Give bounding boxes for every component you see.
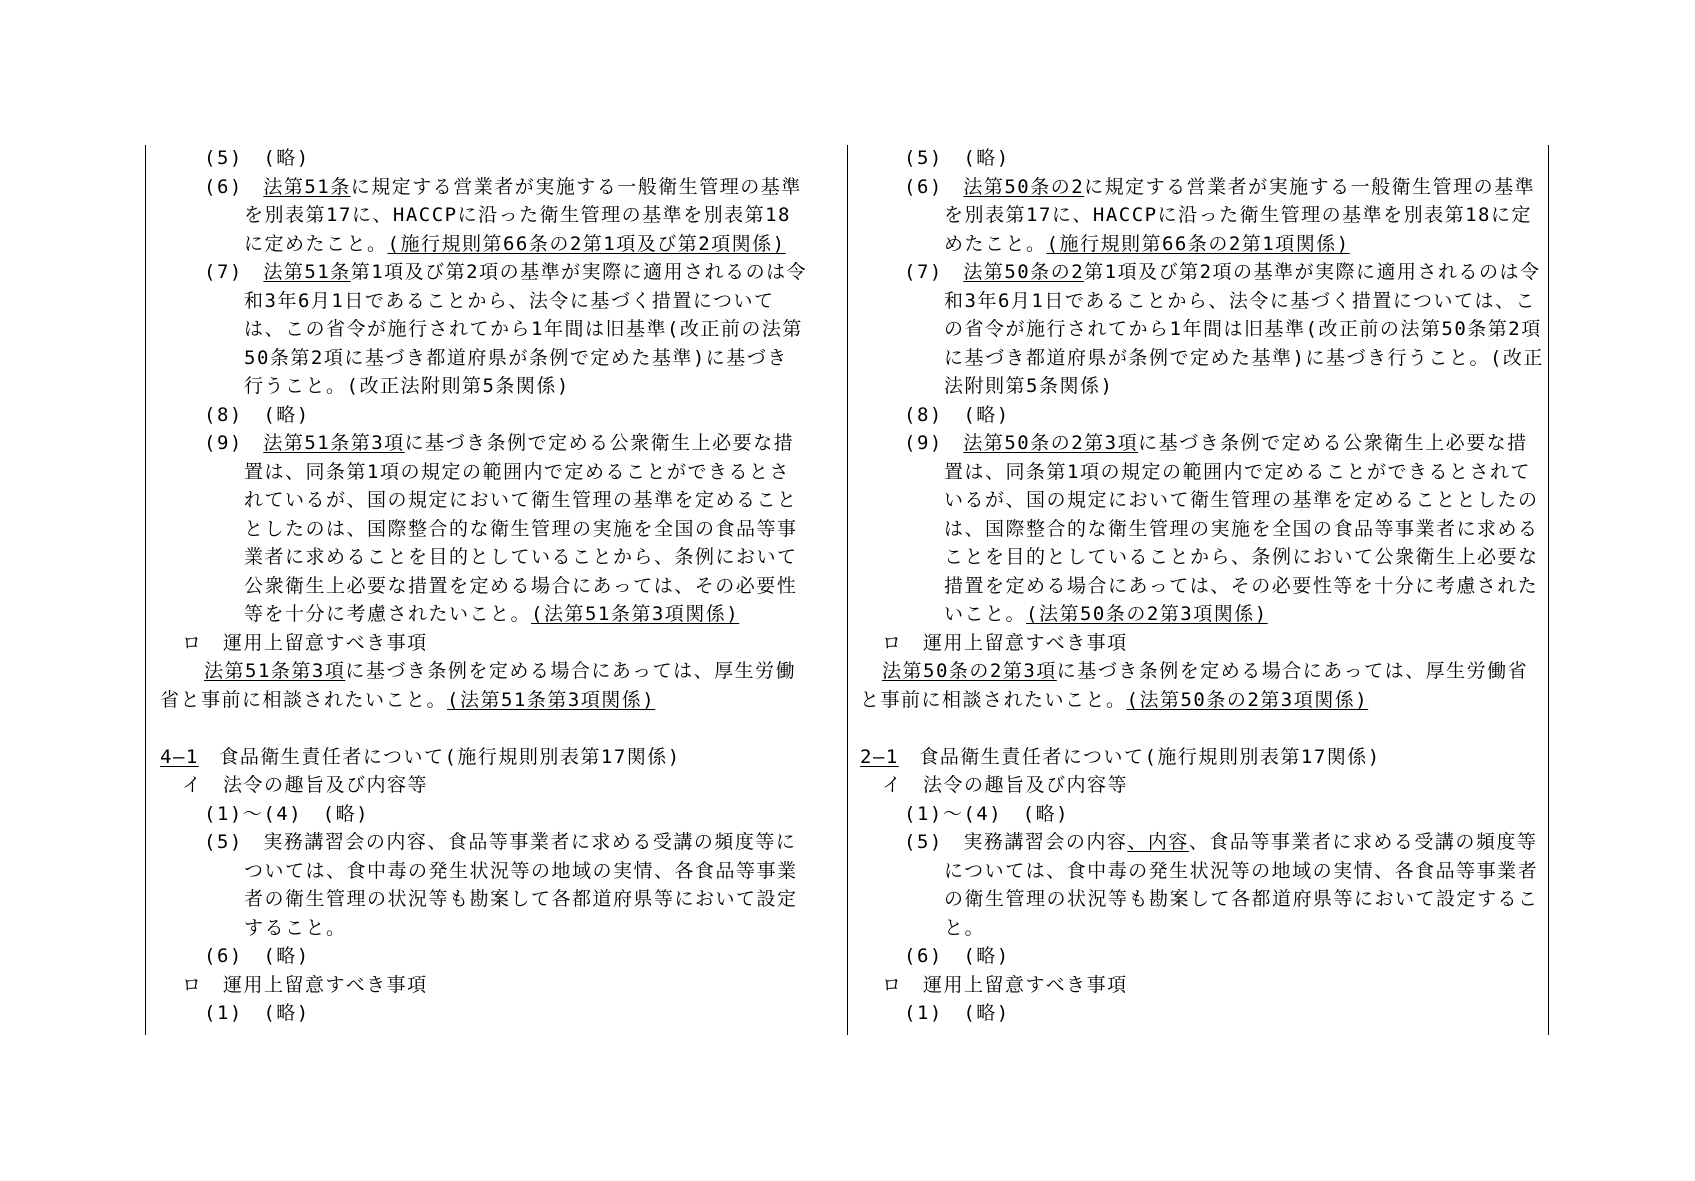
heading-i: イ 法令の趣旨及び内容等	[882, 774, 1129, 796]
item-9: (9) 法第50条の2第3項に基づき条例で定める公衆衛生上必要な措置は、同条第1項の規定の範囲内で定めることができるとされているが、国の規定において衛生管理の基準を定めることとしたのは、国際整合的な衛生管理の実施を全国の食品等事業者に求めることを目的としていることから、条例において公衆衛生上必要な措置を定める場合にあっては、その必要性等を十分に考慮されたいこと。(法第50条の2第3項関係)	[904, 432, 1539, 625]
item-6: (6) 法第50条の2に規定する営業者が実施する一般衛生管理の基準を別表第17に、HACCPに沿った衛生管理の基準を別表第18に定めたこと。(施行規則第66条の2第1項関係)	[904, 175, 1536, 255]
divider-left	[145, 145, 146, 1035]
divider-right	[1548, 145, 1549, 1035]
item-6: (6) 法第51条に規定する営業者が実施する一般衛生管理の基準を別表第17に、HACCPに沿った衛生管理の基準を別表第18に定めたこと。(施行規則第66条の2第1項及び第2項関係)	[204, 175, 802, 255]
heading-ro: ロ 運用上留意すべき事項	[182, 631, 428, 654]
item-8: (8) (略)	[204, 403, 310, 426]
item-5b: (5) 実務講習会の内容、内容、食品等事業者に求める受講の頻度等については、食中毒の発生状況等の地域の実情、各食品等事業者の衛生管理の状況等も勘案して各都道府県等において設定すること。	[904, 831, 1539, 939]
item-7: (7) 法第51条第1項及び第2項の基準が実際に適用されるのは令和3年6月1日であることから、法令に基づく措置については、この省令が施行されてから1年間は旧基準(改正前の法第50条第2項に基づき都道府県が条例で定めた基準)に基づき行うこと。(改正法附則第5条関係)	[204, 261, 808, 397]
item-5: (5) (略)	[204, 147, 310, 169]
item-1b: (1) (略)	[204, 1002, 310, 1024]
item-8: (8) (略)	[904, 403, 1010, 426]
divider-middle	[847, 145, 848, 1035]
heading-i: イ 法令の趣旨及び内容等	[182, 774, 429, 796]
item-7: (7) 法第50条の2第1項及び第2項の基準が実際に適用されるのは令和3年6月1日であることから、法令に基づく措置については、この省令が施行されてから1年間は旧基準(改正前の法第50条第2項に基づき都道府県が条例で定めた基準)に基づき行うこと。(改正法附則第5条関係)	[904, 261, 1544, 397]
paragraph-ro: 法第51条第3項に基づき条例を定める場合にあっては、厚生労働省と事前に相談されたいこと。(法第51条第3項関係)	[160, 660, 797, 711]
item-5: (5) (略)	[904, 147, 1010, 169]
item-1-4: (1)～(4) (略)	[204, 802, 370, 825]
section-heading: 4―1 食品衛生責任者について(施行規則別表第17関係)	[160, 745, 681, 768]
item-9: (9) 法第51条第3項に基づき条例で定める公衆衛生上必要な措置は、同条第1項の規定の範囲内で定めることができるとされているが、国の規定において衛生管理の基準を定めることとしたのは、国際整合的な衛生管理の実施を全国の食品等事業者に求めることを目的としていることから、条例において公衆衛生上必要な措置を定める場合にあっては、その必要性等を十分に考慮されたいこと。(法第51条第3項関係)	[204, 432, 798, 625]
right-column	[860, 144, 1546, 1028]
heading-ro: ロ 運用上留意すべき事項	[882, 631, 1128, 654]
left-column	[160, 144, 808, 1028]
heading-ro-b: ロ 運用上留意すべき事項	[882, 973, 1128, 996]
item-5b: (5) 実務講習会の内容、食品等事業者に求める受講の頻度等については、食中毒の発生状況等の地域の実情、各食品等事業者の衛生管理の状況等も勘案して各都道府県等において設定すること。	[204, 831, 798, 939]
item-1-4: (1)～(4) (略)	[904, 802, 1070, 825]
heading-ro-b: ロ 運用上留意すべき事項	[182, 973, 428, 996]
item-6b: (6) (略)	[204, 945, 310, 967]
paragraph-ro: 法第50条の2第3項に基づき条例を定める場合にあっては、厚生労働省と事前に相談されたいこと。(法第50条の2第3項関係)	[860, 660, 1529, 711]
item-6b: (6) (略)	[904, 945, 1010, 967]
item-1b: (1) (略)	[904, 1002, 1010, 1024]
section-heading: 2―1 食品衛生責任者について(施行規則別表第17関係)	[860, 745, 1381, 768]
